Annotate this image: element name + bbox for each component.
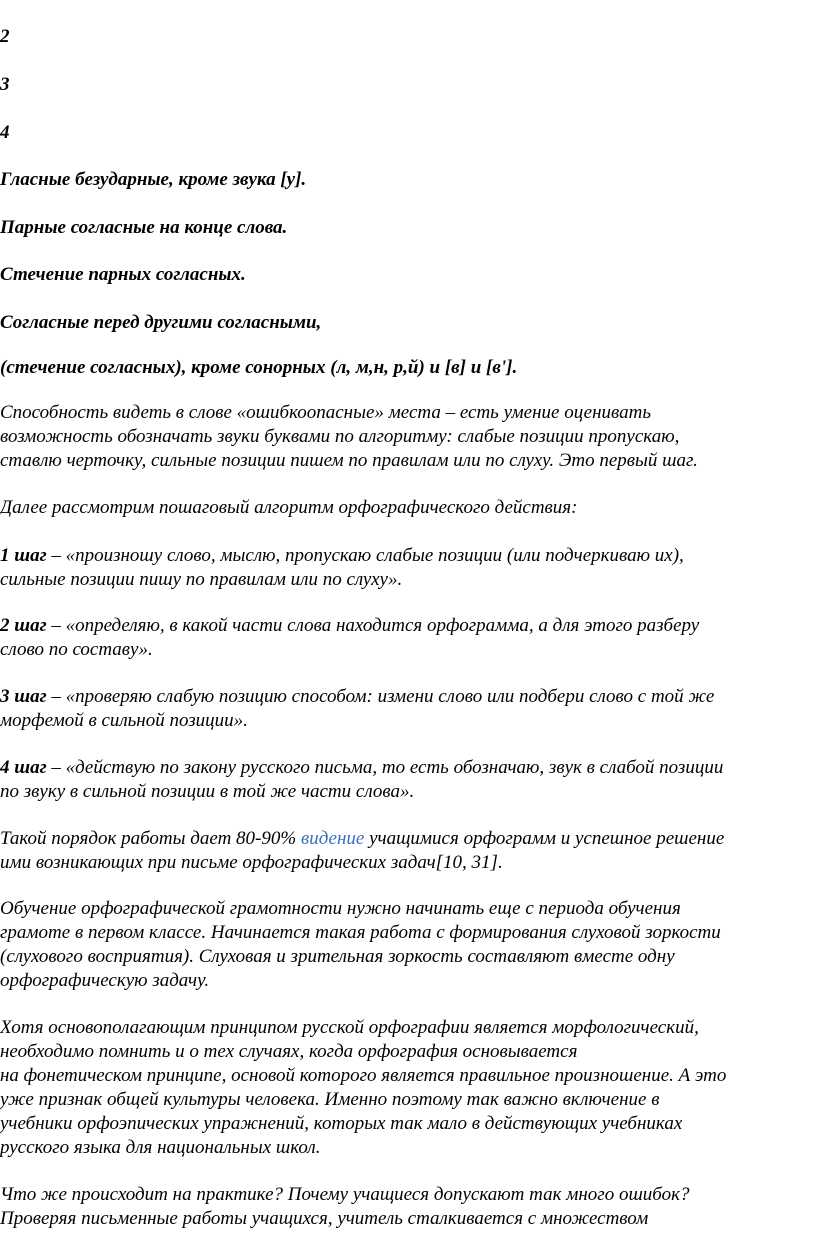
step-text-continued: морфемой в сильной позиции». [0, 710, 248, 731]
step-text: – «определяю, в какой части слова находится орфограмма, а для этого разберу [46, 615, 700, 636]
step-3 [0, 685, 812, 733]
list-number-2: 2 [0, 26, 10, 47]
paragraph-line: возможность обозначать звуки буквами по алгоритму: слабые позиции пропускаю, [0, 426, 680, 447]
list-number-4: 4 [0, 122, 10, 143]
rule-consonant-cluster-exceptions: (стечение согласных), кроме сонорных (л, м,н, р,й) и [в] и [в']. [0, 357, 518, 378]
paragraph-line: Обучение орфографической грамотности нужно начинать еще с периода обучения [0, 898, 681, 919]
paragraph-line: учебники орфоэпических упражнений, которых так мало в действующих учебниках [0, 1113, 683, 1134]
step-label: 3 шаг [0, 686, 47, 707]
step-text-continued: сильные позиции пишу по правилам или по слуху». [0, 569, 403, 590]
step-text-continued: слово по составу». [0, 639, 153, 660]
paragraph-ability [0, 401, 812, 473]
paragraph-line: Хотя основополагающим принципом русской орфографии является морфологический, [0, 1017, 699, 1038]
vision-link[interactable]: видение [300, 828, 365, 849]
step-text: – «произношу слово, мыслю, пропускаю слабые позиции (или подчеркиваю их), [46, 545, 684, 566]
paragraph-line: Проверяя письменные работы учащихся, учитель сталкивается с множеством [0, 1208, 649, 1229]
paragraph-line: Что же происходит на практике? Почему учащиеся допускают так много ошибок? [0, 1184, 690, 1205]
step-text-continued: по звуку в сильной позиции в той же части слова». [0, 781, 415, 802]
paragraph-line: на фонетическом принципе, основой которого является правильное произношение. А это [0, 1065, 727, 1086]
paragraph-line: русского языка для национальных школ. [0, 1137, 321, 1158]
paragraph-next-algorithm: Далее рассмотрим пошаговый алгоритм орфографического действия: [0, 497, 578, 518]
step-label: 4 шаг [0, 757, 47, 778]
paragraph-line: (слухового восприятия). Слуховая и зрительная зоркость составляют вместе одну [0, 946, 675, 967]
step-4 [0, 756, 812, 804]
step-2 [0, 614, 812, 662]
step-label: 2 шаг [0, 615, 47, 636]
paragraph-work-order [0, 827, 812, 875]
step-text: – «проверяю слабую позицию способом: измени слово или подбери слово с той же [46, 686, 715, 707]
paragraph-principle [0, 1016, 812, 1160]
paragraph-learning [0, 897, 812, 993]
rule-paired-consonant-cluster: Стечение парных согласных. [0, 264, 246, 285]
paragraph-line: ими возникающих при письме орфографических задач[10, 31]. [0, 852, 503, 873]
paragraph-line: орфографическую задачу. [0, 970, 210, 991]
paragraph-line: уже признак общей культуры человека. Именно поэтому так важно включение в [0, 1089, 660, 1110]
paragraph-text: учащимися орфограмм и успешное решение [364, 828, 725, 849]
rule-paired-consonants-end: Парные согласные на конце слова. [0, 217, 288, 238]
paragraph-line: грамоте в первом классе. Начинается такая работа с формирования слуховой зоркости [0, 922, 721, 943]
paragraph-line: ставлю черточку, сильные позиции пишем по правилам или по слуху. Это первый шаг. [0, 450, 698, 471]
list-number-3: 3 [0, 74, 10, 95]
step-label: 1 шаг [0, 545, 47, 566]
rule-unstressed-vowels: Гласные безударные, кроме звука [у]. [0, 169, 307, 190]
paragraph-practice [0, 1183, 812, 1231]
step-1 [0, 544, 812, 592]
paragraph-line: Способность видеть в слове «ошибкоопасные» места – есть умение оценивать [0, 402, 652, 423]
paragraph-line: необходимо помнить и о тех случаях, когда орфография основывается [0, 1041, 578, 1062]
rule-consonants-before-consonants: Согласные перед другими согласными, [0, 312, 322, 333]
step-text: – «действую по закону русского письма, то есть обозначаю, звук в слабой позиции [46, 757, 724, 778]
paragraph-text: Такой порядок работы дает 80-90% [0, 828, 301, 849]
